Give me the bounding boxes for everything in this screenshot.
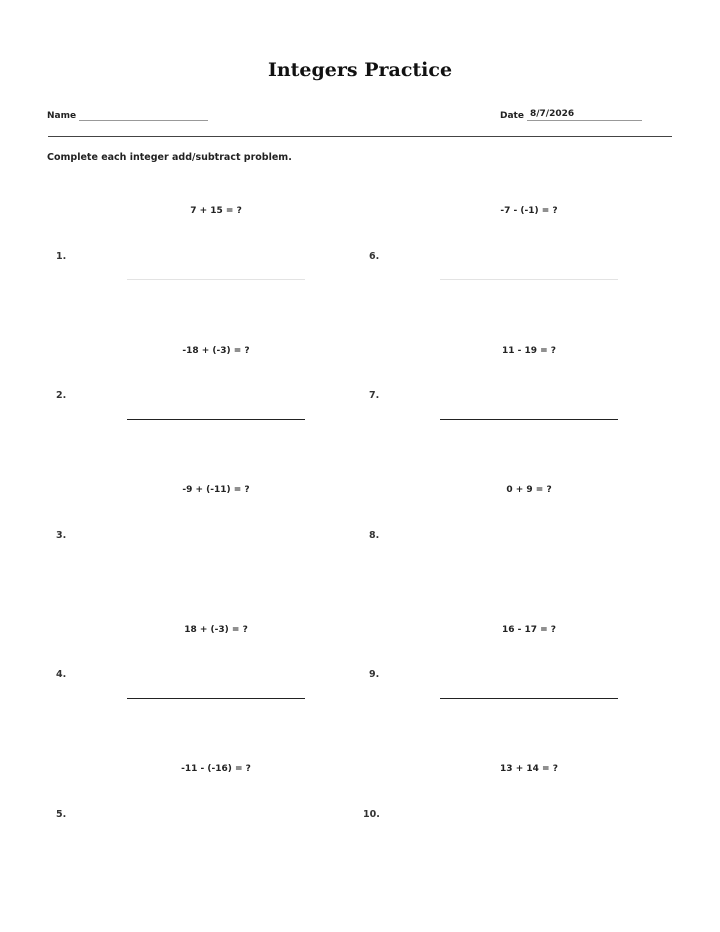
problem-expression: 18 + (-3) = ? [184,625,248,635]
problem-expression: 13 + 14 = ? [500,764,558,774]
problem-number: 4. [56,669,67,680]
problem-number: 5. [56,809,67,820]
answer-line [127,279,305,280]
problem-expression: 11 - 19 = ? [501,346,557,356]
problem-expression: 16 - 17 = ? [501,625,557,635]
name-label: Name [47,111,77,121]
answer-line [127,419,305,420]
problem-number: 7. [369,390,380,401]
instructions: Complete each integer add/subtract problem. [47,152,292,163]
problem-expression: 0 + 9 = ? [506,485,552,495]
problem-expression: -9 + (-11) = ? [182,485,250,495]
page-title: Integers Practice [267,59,453,81]
problem-expression: -18 + (-3) = ? [182,346,250,356]
problem-number: 1. [56,251,67,262]
problem-number: 8. [369,530,380,541]
date-line [527,120,642,121]
problem-number: 10. [363,809,380,820]
problem-expression: 7 + 15 = ? [190,206,242,216]
problem-number: 6. [369,251,380,262]
problem-expression: -11 - (-16) = ? [181,764,251,774]
answer-line [440,698,618,699]
header-divider [48,136,672,137]
date-label: Date [500,111,524,121]
problem-expression: -7 - (-1) = ? [500,206,558,216]
answer-line [127,698,305,699]
answer-line [440,419,618,420]
problem-number: 9. [369,669,380,680]
date-value: 8/7/2026 [530,109,575,119]
problem-number: 3. [56,530,67,541]
problem-number: 2. [56,390,67,401]
answer-line [440,279,618,280]
name-line [79,120,208,121]
